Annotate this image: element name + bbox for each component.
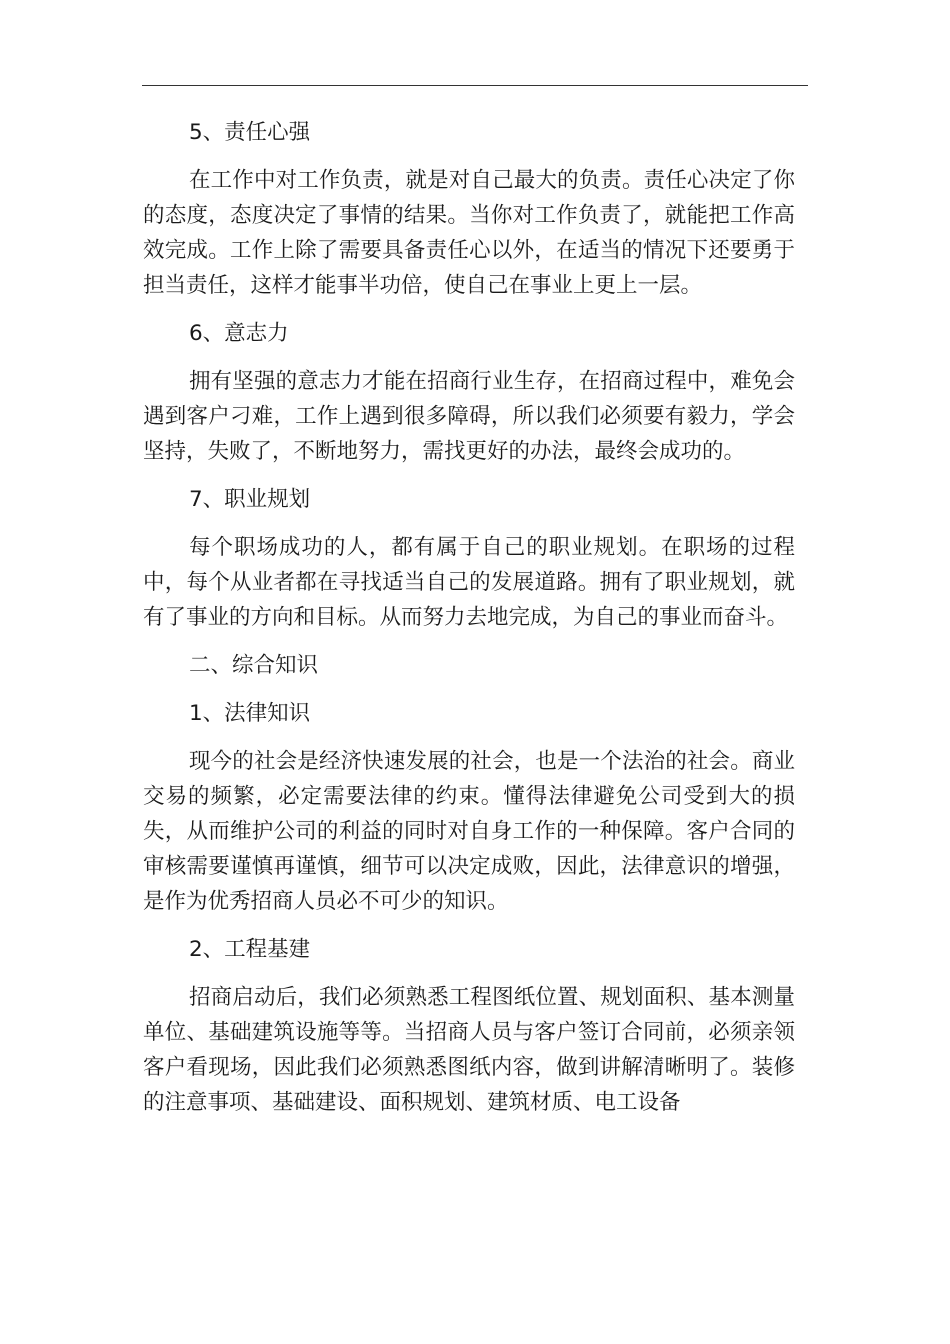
section-heading-career-planning: 7、职业规划 xyxy=(189,487,311,512)
paragraph-career-planning: 每个职场成功的人，都有属于自己的职业规划。在职场的过程中，每个从业者都在寻找适当自己的发展道路。拥有了职业规划，就有了事业的方向和目标。从而努力去地完成，为自己的事业而奋斗。 xyxy=(143,535,795,630)
section-heading-engineering: 2、工程基建 xyxy=(189,937,311,962)
chapter-heading-general-knowledge: 二、综合知识 xyxy=(189,653,319,678)
paragraph-responsibility: 在工作中对工作负责，就是对自己最大的负责。责任心决定了你的态度，态度决定了事情的结果。当你对工作负责了，就能把工作高效完成。工作上除了需要具备责任心以外，在适当的情况下还要勇于担当责任，这样才能事半功倍，使自己在事业上更上一层。 xyxy=(143,168,795,298)
paragraph-willpower: 拥有坚强的意志力才能在招商行业生存，在招商过程中，难免会遇到客户刁难，工作上遇到很多障碍，所以我们必须要有毅力，学会坚持，失败了，不断地努力，需找更好的办法，最终会成功的。 xyxy=(143,369,795,464)
header-rule xyxy=(142,85,808,86)
section-heading-legal-knowledge: 1、法律知识 xyxy=(189,701,311,726)
paragraph-engineering: 招商启动后，我们必须熟悉工程图纸位置、规划面积、基本测量单位、基础建筑设施等等。当招商人员与客户签订合同前，必须亲领客户看现场，因此我们必须熟悉图纸内容，做到讲解清晰明了。装修的注意事项、基础建设、面积规划、建筑材质、电工设备 xyxy=(143,985,795,1115)
document-body xyxy=(143,115,795,1133)
section-heading-willpower: 6、意志力 xyxy=(189,321,289,346)
section-heading-responsibility: 5、责任心强 xyxy=(189,120,311,145)
paragraph-legal-knowledge: 现今的社会是经济快速发展的社会，也是一个法治的社会。商业交易的频繁，必定需要法律的约束。懂得法律避免公司受到大的损失，从而维护公司的利益的同时对自身工作的一种保障。客户合同的审核需要谨慎再谨慎，细节可以决定成败，因此，法律意识的增强，是作为优秀招商人员必不可少的知识。 xyxy=(143,749,795,914)
